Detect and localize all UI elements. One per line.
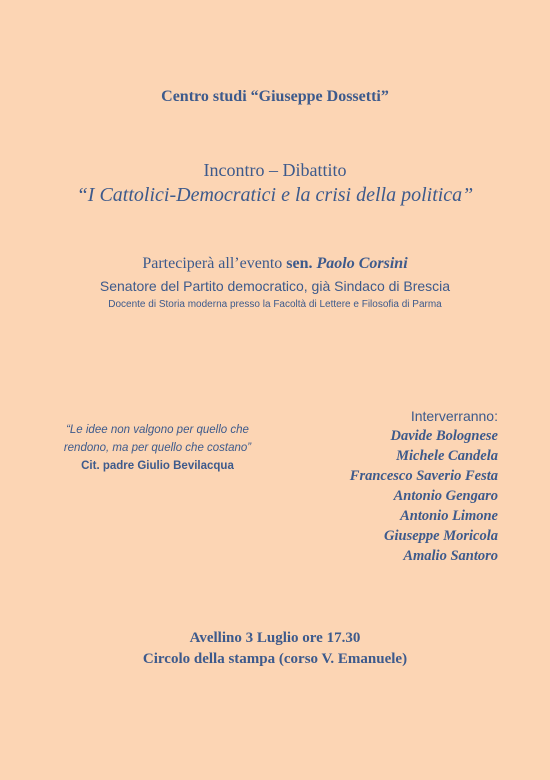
event-datetime: Avellino 3 Luglio ore 17.30	[189, 630, 361, 646]
guest-name: Paolo Corsini	[316, 255, 408, 272]
speaker-name: Amalio Santoro	[403, 548, 498, 564]
speaker-name: Antonio Gengaro	[393, 488, 498, 504]
guest-honorific: sen.	[286, 255, 313, 272]
quote-text: “Le idee non valgono per quello che rendono, ma per quello che costano”	[63, 424, 252, 454]
event-kind: Incontro – Dibattito	[203, 160, 347, 180]
event-venue: Circolo della stampa (corso V. Emanuele)	[142, 651, 408, 667]
guest-affiliation: Docente di Storia moderna presso la Facoltà di Lettere e Filosofia di Parma	[108, 299, 442, 310]
quote-block	[50, 421, 265, 475]
speakers-intro: Interverranno:	[410, 408, 498, 424]
speaker-name: Giuseppe Moricola	[384, 528, 498, 544]
guest-role: Senatore del Partito democratico, già Sindaco di Brescia	[99, 278, 451, 294]
organizer-heading: Centro studi “Giuseppe Dossetti”	[161, 88, 389, 105]
speaker-name: Michele Candela	[396, 448, 498, 464]
speaker-name: Francesco Saverio Festa	[349, 468, 498, 484]
guest-line	[0, 255, 550, 273]
event-title: “I Cattolici-Democratici e la crisi della politica”	[76, 184, 474, 206]
speakers-list	[350, 406, 498, 566]
guest-intro: Parteciperà all’evento	[142, 255, 287, 272]
quote-citation: Cit. padre Giulio Bevilacqua	[81, 460, 234, 472]
speaker-name: Davide Bolognese	[390, 428, 498, 444]
speaker-name: Antonio Limone	[400, 508, 498, 524]
